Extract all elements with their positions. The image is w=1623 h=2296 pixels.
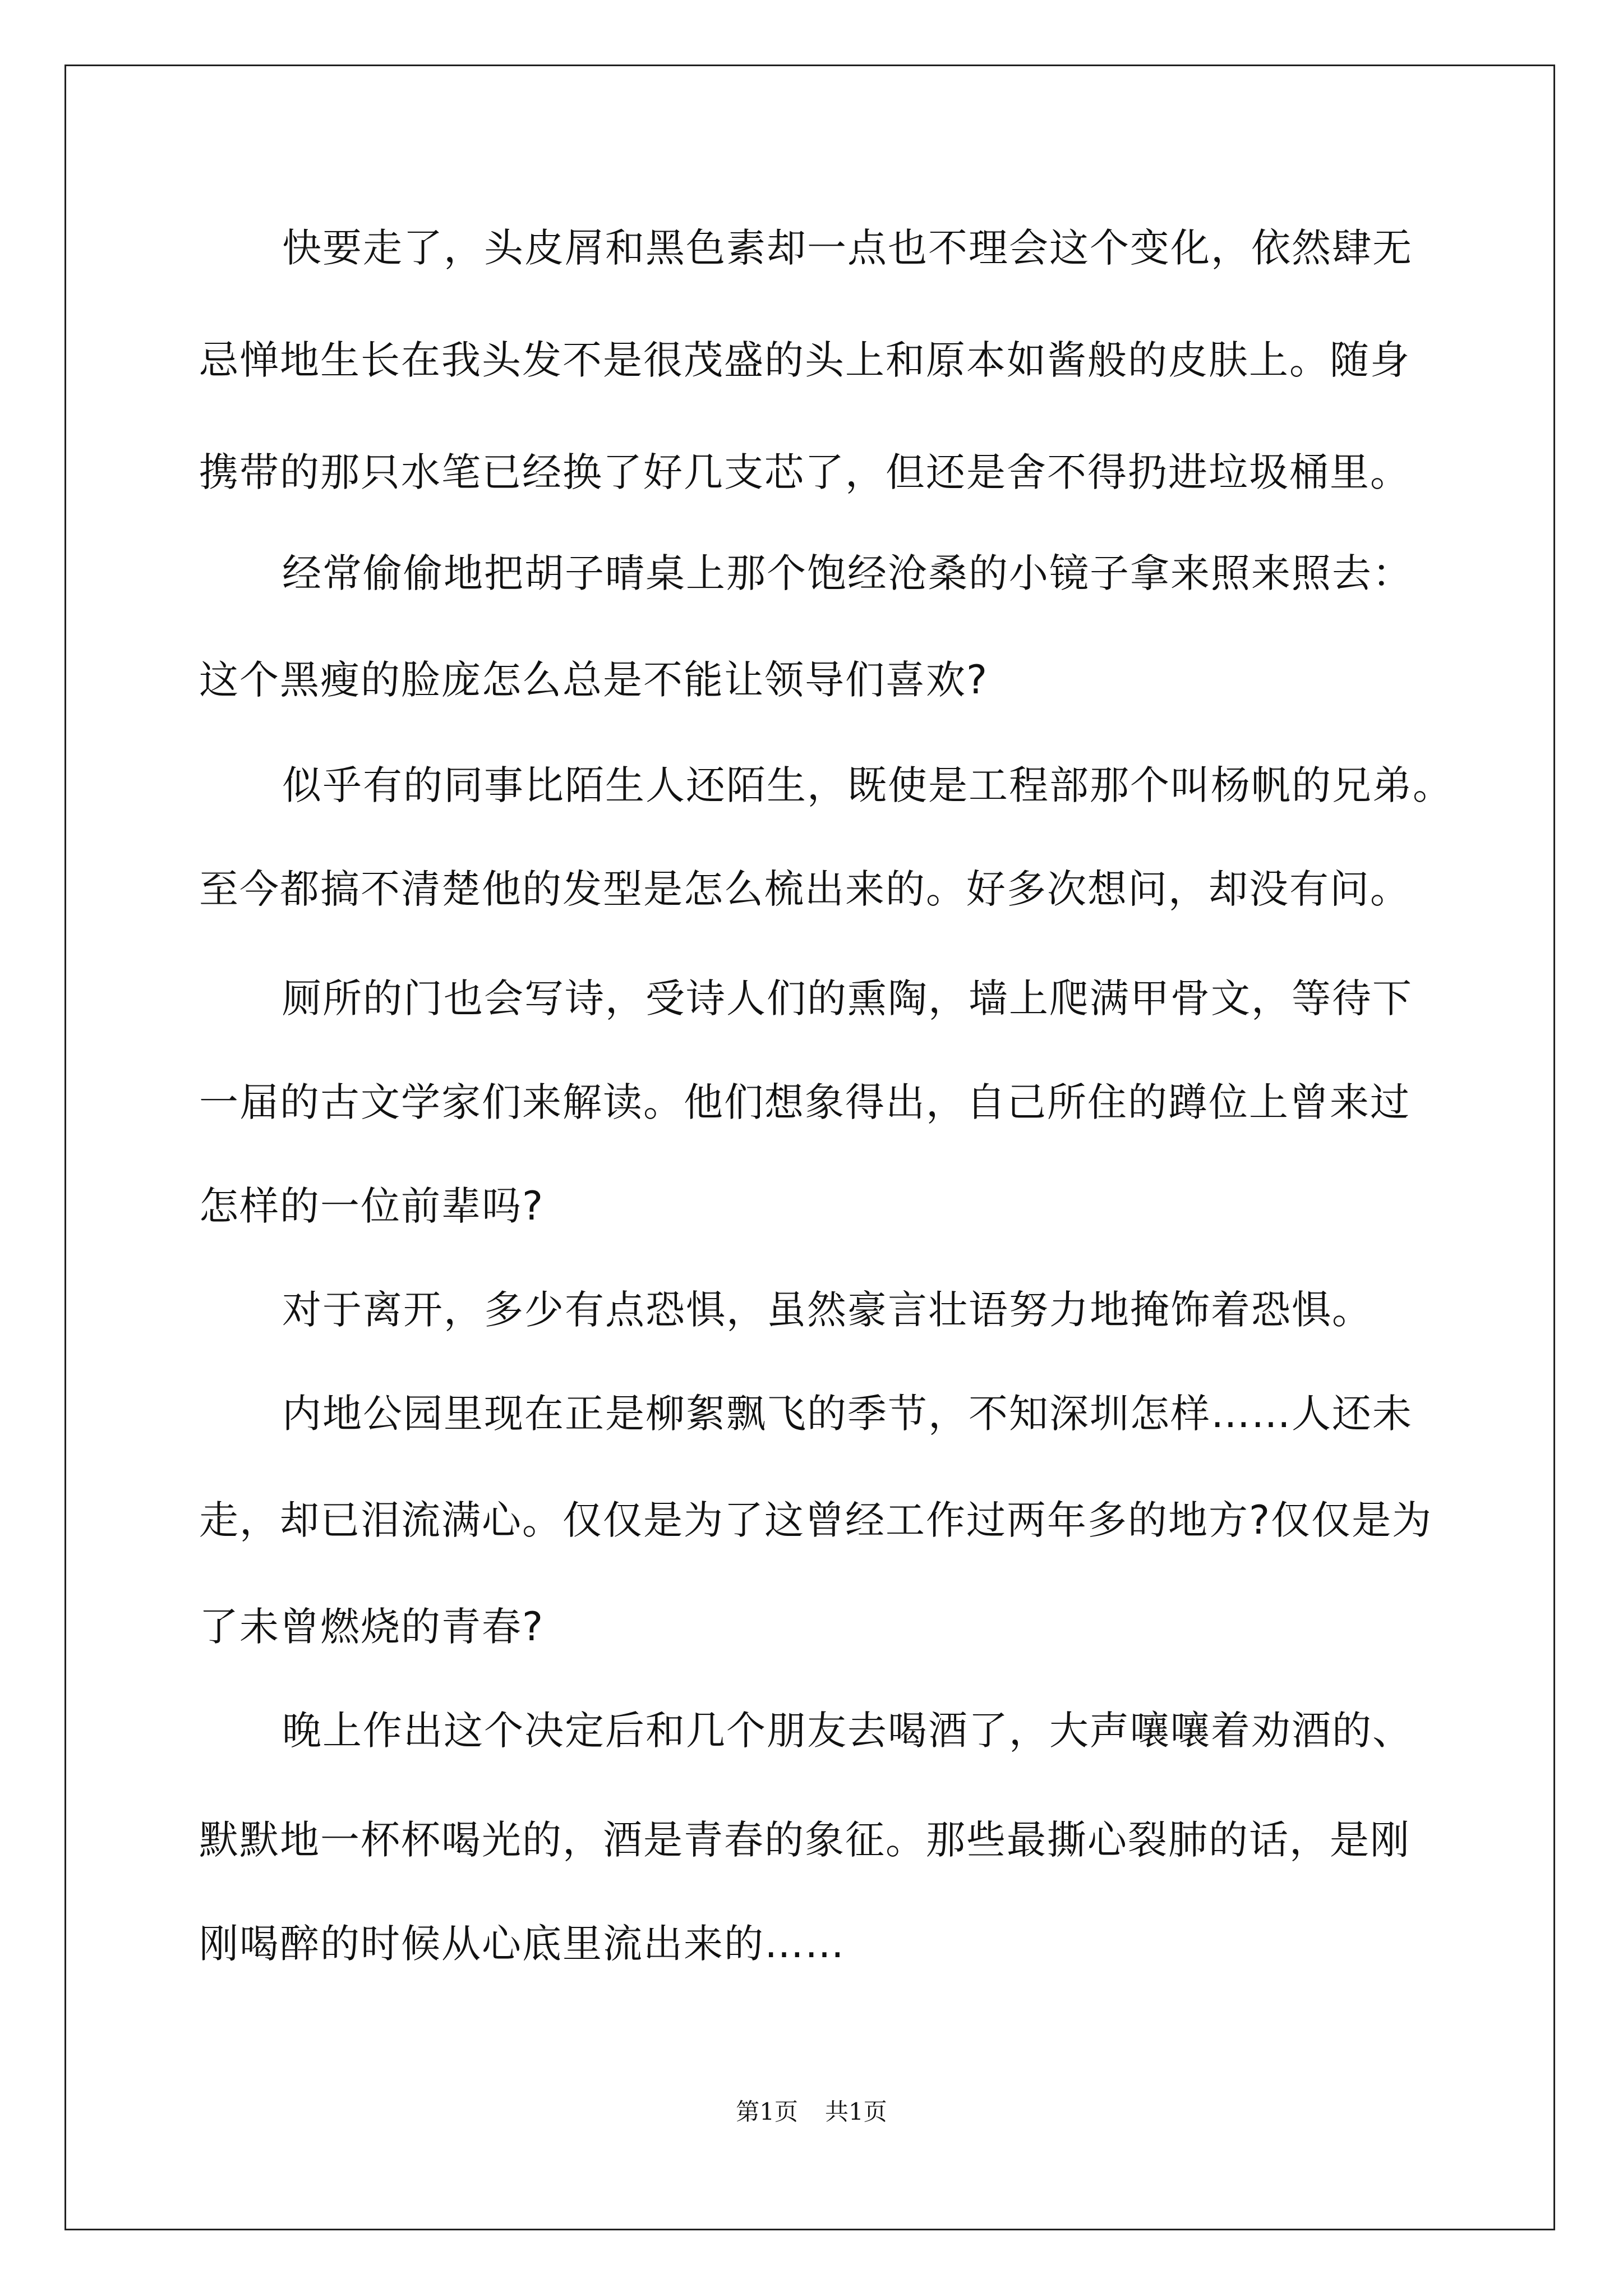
paragraph-1-line-2: 忌惮地生长在我头发不是很茂盛的头上和原本如酱般的皮肤上。随身	[199, 337, 1410, 383]
paragraph-4-line-1: 厕所的门也会写诗，受诗人们的熏陶，墙上爬满甲骨文，等待下	[282, 976, 1413, 1022]
paragraph-7-line-3: 刚喝醉的时候从心底里流出来的……	[199, 1921, 845, 1967]
page-footer	[0, 2095, 1623, 2129]
paragraph-6-line-1: 内地公园里现在正是柳絮飘飞的季节，不知深圳怎样……人还未	[282, 1391, 1413, 1437]
paragraph-3-line-2: 至今都搞不清楚他的发型是怎么梳出来的。好多次想问，却没有问。	[199, 866, 1410, 912]
paragraph-7-line-2: 默默地一杯杯喝光的，酒是青春的象征。那些最撕心裂肺的话，是刚	[199, 1817, 1410, 1863]
paragraph-1-line-3: 携带的那只水笔已经换了好几支芯了，但还是舍不得扔进垃圾桶里。	[199, 449, 1410, 495]
page-number-total: 共1页	[825, 2098, 887, 2125]
paragraph-4-line-3: 怎样的一位前辈吗?	[199, 1183, 545, 1229]
paragraph-7-line-1: 晚上作出这个决定后和几个朋友去喝酒了，大声嚷嚷着劝酒的、	[282, 1708, 1413, 1754]
page-border	[64, 65, 1555, 2230]
paragraph-6-line-2: 走，却已泪流满心。仅仅是为了这曾经工作过两年多的地方?仅仅是为	[199, 1497, 1433, 1543]
paragraph-2-line-1: 经常偷偷地把胡子晴桌上那个饱经沧桑的小镜子拿来照来照去：	[282, 550, 1413, 596]
paragraph-6-line-3: 了未曾燃烧的青春?	[199, 1604, 545, 1650]
paragraph-2-line-2: 这个黑瘦的脸庞怎么总是不能让领导们喜欢?	[199, 657, 989, 703]
page-number-current: 第1页	[736, 2098, 798, 2125]
paragraph-1-line-1: 快要走了，头皮屑和黑色素却一点也不理会这个变化，依然肆无	[282, 225, 1413, 271]
paragraph-4-line-2: 一届的古文学家们来解读。他们想象得出，自己所住的蹲位上曾来过	[199, 1079, 1410, 1125]
paragraph-3-line-1: 似乎有的同事比陌生人还陌生，既使是工程部那个叫杨帆的兄弟。	[282, 762, 1453, 808]
paragraph-5-line-1: 对于离开，多少有点恐惧，虽然豪言壮语努力地掩饰着恐惧。	[282, 1287, 1372, 1333]
